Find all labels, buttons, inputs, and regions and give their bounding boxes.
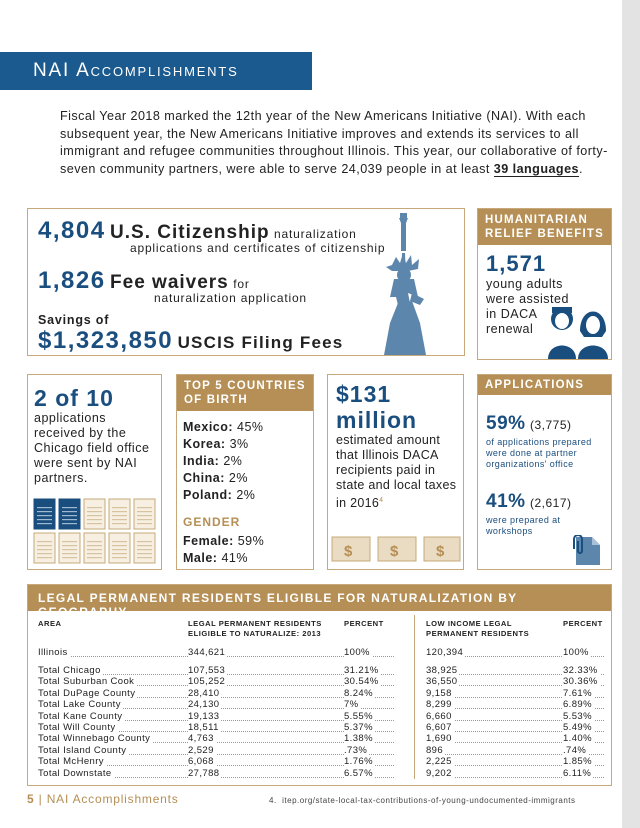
table-cell-lpr: 27,788: [188, 767, 220, 779]
country-item: India: 2%: [183, 454, 243, 468]
countries-header: TOP 5 COUNTRIES OF BIRTH: [177, 375, 313, 411]
form-line: [112, 545, 127, 546]
page-footer: [27, 792, 179, 806]
svg-text:$: $: [390, 543, 399, 560]
form-line: [62, 523, 77, 524]
table-cell-area: Total DuPage County: [38, 687, 136, 699]
table-cell-low: 6,660: [426, 710, 452, 722]
col-lpr-line2: ELIGIBLE TO NATURALIZE: 2013: [188, 629, 322, 638]
col-pct: PERCENT: [344, 619, 384, 628]
table-cell-low: 36,550: [426, 676, 458, 688]
form-line: [37, 507, 52, 508]
form-line: [37, 557, 52, 558]
form-sheet: [109, 499, 130, 529]
table-cell-pct: 7%: [344, 699, 359, 711]
form-line: [137, 541, 152, 542]
country-item: Korea: 3%: [183, 437, 249, 451]
table-cell-low: 9,158: [426, 687, 452, 699]
form-line: [37, 515, 52, 516]
documents-icon: [32, 497, 158, 567]
table-cell-lpr: 24,130: [188, 699, 220, 711]
taxes-amount: $131: [336, 381, 392, 407]
humanitarian-text: young adults were assisted in DACA renewal: [486, 277, 569, 336]
table-cell-lpr: 19,133: [188, 710, 220, 722]
form-line: [87, 515, 102, 516]
taxes-text-block: [336, 433, 461, 511]
form-line: [112, 519, 127, 520]
table-row: [38, 745, 604, 756]
fee-waivers-heading: Fee waivers: [110, 272, 229, 293]
country-item: China: 2%: [183, 471, 248, 485]
form-line: [37, 549, 52, 550]
country-item: Mexico: 45%: [183, 420, 264, 434]
table-cell-low: 8,299: [426, 699, 452, 711]
table-row: [38, 768, 604, 779]
table-cell-low: 2,225: [426, 756, 452, 768]
col-lpr: [188, 619, 322, 639]
svg-text:$: $: [344, 543, 353, 560]
chicago-box: [27, 374, 162, 570]
applications-line-1: [486, 413, 572, 435]
two-of-ten-a: 2: [34, 385, 48, 411]
gender-female: Female: 59%: [183, 534, 265, 548]
languages-count: 39 languages: [493, 161, 579, 176]
applications-desc-1: of applications prepared were done at partner organizations' office: [486, 437, 592, 469]
applications-count-1: (3,775): [529, 418, 572, 432]
table-cell-area: Total Kane County: [38, 710, 123, 722]
taxes-unit: million: [336, 407, 418, 433]
form-line: [62, 545, 77, 546]
form-line: [137, 511, 152, 512]
form-line: [112, 523, 127, 524]
form-sheet: [34, 499, 55, 529]
col-low-line1: LOW INCOME LEGAL: [426, 619, 513, 628]
form-line: [137, 557, 152, 558]
form-line: [112, 549, 127, 550]
gender-list: [183, 533, 264, 567]
table-cell-pct: 1.38%: [344, 733, 373, 745]
paperclip-document-icon: [570, 535, 604, 567]
table-cell-area: Illinois: [38, 647, 68, 658]
citizenship-sub: applications and certificates of citizenship: [130, 241, 386, 255]
intro-text: Fiscal Year 2018 marked the 12th year of the New Americans Initiative (NAI). With each subsequent year, the New Americans Initiative improves and extends its services to all immigrant and refugee communities throughout Illinois. This year, our collaborative of forty-seven community partners, were able to serve 24,039 people in at least: [60, 109, 608, 176]
table-cell-pct2: 1.40%: [563, 733, 592, 745]
table-cell-lpr: 2,529: [188, 744, 214, 756]
table-cell-lpr: 6,068: [188, 756, 214, 768]
table-cell-low: 120,394: [426, 647, 464, 658]
table-cell-area: Total Will County: [38, 722, 116, 733]
table-cell-area: Total Suburban Cook: [38, 676, 135, 688]
table-row: [38, 665, 604, 676]
form-line: [137, 519, 152, 520]
citizenship-heading: U.S. Citizenship: [110, 222, 270, 243]
applications-line-2: [486, 491, 572, 513]
table-cell-pct2: 6.89%: [563, 699, 592, 711]
table-cell-pct: 5.37%: [344, 722, 373, 733]
table-cell-area: Total Winnebago County: [38, 733, 151, 745]
form-line: [137, 523, 152, 524]
form-line: [37, 545, 52, 546]
col-lpr-line1: LEGAL PERMANENT RESIDENTS: [188, 619, 322, 628]
table-cell-area: Total Island County: [38, 744, 127, 756]
table-cell-pct2: 6.11%: [563, 767, 592, 779]
table-cell-pct: 30.54%: [344, 676, 379, 688]
form-line: [112, 515, 127, 516]
table-cell-pct: 6.57%: [344, 767, 373, 779]
form-sheet: [134, 533, 155, 563]
footnote-num: 4.: [269, 796, 277, 805]
table-cell-low: 1,690: [426, 733, 452, 745]
form-sheet: [134, 499, 155, 529]
taxes-text: estimated amount that Illinois DACA recipients paid in state and local taxes in 2016: [336, 433, 457, 511]
col-pct2: PERCENT: [563, 619, 603, 628]
statue-of-liberty-icon: [364, 213, 464, 355]
form-line: [87, 519, 102, 520]
humanitarian-number: 1,571: [486, 251, 547, 276]
taxes-amount-block: [336, 381, 417, 433]
table-cell-pct: 1.76%: [344, 756, 373, 768]
form-line: [37, 553, 52, 554]
col-area: AREA: [38, 619, 62, 628]
page-edge: [622, 0, 640, 828]
form-line: [62, 557, 77, 558]
table-cell-area: Total Chicago: [38, 665, 101, 676]
footer-sep: |: [38, 792, 43, 806]
table-cell-pct: .73%: [344, 744, 368, 756]
countries-box: [176, 374, 314, 570]
form-line: [112, 557, 127, 558]
form-line: [62, 549, 77, 550]
table-row: [38, 722, 604, 733]
form-line: [112, 553, 127, 554]
form-line: [62, 507, 77, 508]
chicago-text: applications received by the Chicago field office were sent by NAI partners.: [34, 411, 150, 485]
form-sheet: [59, 533, 80, 563]
form-line: [87, 541, 102, 542]
table-row: [38, 688, 604, 699]
savings-label: Savings of: [38, 313, 110, 327]
form-line: [37, 523, 52, 524]
form-line: [87, 545, 102, 546]
two-of-ten: [34, 385, 114, 412]
applications-count-2: (2,617): [529, 496, 572, 510]
table-cell-pct2: 100%: [563, 647, 589, 658]
page-number: 5: [27, 792, 35, 806]
table-cell-lpr: 105,252: [188, 676, 226, 688]
form-line: [87, 511, 102, 512]
form-sheet: [84, 499, 105, 529]
table-row: [38, 756, 604, 767]
table-cell-lpr: 28,410: [188, 687, 220, 699]
applications-pct-1: 59%: [486, 413, 526, 434]
table-cell-pct: 5.55%: [344, 710, 373, 722]
form-line: [112, 507, 127, 508]
footer-section: NAI Accomplishments: [46, 792, 179, 806]
country-item: Poland: 2%: [183, 488, 256, 502]
table-cell-pct: 31.21%: [344, 665, 379, 676]
col-low-line2: PERMANENT RESIDENTS: [426, 629, 530, 638]
taxes-footref: 4: [379, 497, 384, 504]
two-of-ten-b: 10: [86, 385, 114, 411]
table-cell-low: 38,925: [426, 665, 458, 676]
form-sheet: [109, 533, 130, 563]
table-cell-low: 9,202: [426, 767, 452, 779]
table-cell-pct2: 32.33%: [563, 665, 598, 676]
intro-paragraph: [60, 108, 610, 178]
fee-waivers-sub: naturalization application: [154, 291, 307, 305]
form-line: [137, 507, 152, 508]
people-icon: [544, 301, 610, 359]
form-sheet: [59, 499, 80, 529]
form-line: [62, 553, 77, 554]
table-cell-pct2: 30.36%: [563, 676, 598, 688]
table-row: [38, 699, 604, 710]
form-line: [87, 523, 102, 524]
citizenship-small: naturalization: [274, 227, 357, 241]
form-sheet: [84, 533, 105, 563]
table-cell-pct2: 5.49%: [563, 722, 592, 733]
form-line: [137, 515, 152, 516]
form-line: [37, 519, 52, 520]
citizenship-number: 4,804: [38, 217, 106, 244]
col-low: [426, 619, 529, 639]
table-cell-lpr: 18,511: [188, 722, 219, 733]
table-cell-area: Total Lake County: [38, 699, 121, 711]
savings-amount: $1,323,850: [38, 327, 174, 354]
gender-male: Male: 41%: [183, 551, 248, 565]
table-cell-area: Total Downstate: [38, 767, 112, 779]
applications-box: [477, 374, 612, 570]
table-cell-lpr: 344,621: [188, 647, 226, 658]
applications-header: APPLICATIONS: [478, 375, 611, 395]
citizenship-box: [27, 208, 465, 356]
table-cell-pct2: 1.85%: [563, 756, 592, 768]
table-cell-pct2: 5.53%: [563, 710, 592, 722]
form-line: [87, 549, 102, 550]
humanitarian-header: HUMANITARIAN RELIEF BENEFITS: [478, 209, 611, 245]
svg-text:$: $: [436, 543, 445, 560]
savings-line: [38, 327, 343, 355]
form-line: [137, 553, 152, 554]
table-cell-pct: 8.24%: [344, 687, 373, 699]
savings-desc: USCIS Filing Fees: [177, 333, 344, 352]
page-title: [33, 60, 239, 82]
fee-waivers-number: 1,826: [38, 267, 106, 294]
form-line: [37, 511, 52, 512]
applications-desc-2: were prepared at workshops: [486, 515, 561, 536]
fee-waivers-small: for: [233, 277, 250, 291]
money-icon: [330, 531, 462, 565]
table-cell-low: 896: [426, 744, 444, 756]
taxes-box: [327, 374, 464, 570]
form-line: [112, 511, 127, 512]
table-title: LEGAL PERMANENT RESIDENTS ELIGIBLE FOR NATURALIZATION BY GEOGRAPHY: [28, 585, 611, 611]
naturalization-table: [27, 584, 612, 786]
humanitarian-box: [477, 208, 612, 360]
applications-pct-2: 41%: [486, 491, 526, 512]
table-cell-area: Total McHenry: [38, 756, 104, 768]
table-cell-lpr: 107,553: [188, 665, 226, 676]
form-line: [62, 541, 77, 542]
two-of-ten-of: of: [55, 385, 79, 411]
intro-end: .: [578, 161, 583, 176]
table-row: [38, 711, 604, 722]
form-line: [62, 515, 77, 516]
form-line: [37, 541, 52, 542]
gender-label: GENDER: [183, 515, 241, 529]
table-row: [38, 647, 604, 658]
form-sheet: [34, 533, 55, 563]
table-row: [38, 676, 604, 687]
form-line: [137, 545, 152, 546]
footnote: [269, 796, 576, 805]
footnote-text: itep.org/state-local-tax-contributions-of-young-undocumented-immigrants: [282, 796, 576, 805]
form-line: [137, 549, 152, 550]
form-line: [87, 557, 102, 558]
form-line: [62, 519, 77, 520]
table-cell-lpr: 4,763: [188, 733, 214, 745]
form-line: [87, 553, 102, 554]
table-cell-pct2: 7.61%: [563, 687, 592, 699]
table-cell-low: 6,607: [426, 722, 452, 733]
form-line: [62, 511, 77, 512]
table-row: [38, 733, 604, 744]
table-cell-pct: 100%: [344, 647, 370, 658]
countries-list: [183, 419, 264, 504]
table-cell-pct2: .74%: [563, 744, 587, 756]
form-line: [87, 507, 102, 508]
form-line: [112, 541, 127, 542]
page-title-text: NAI Accomplishments: [33, 60, 239, 81]
